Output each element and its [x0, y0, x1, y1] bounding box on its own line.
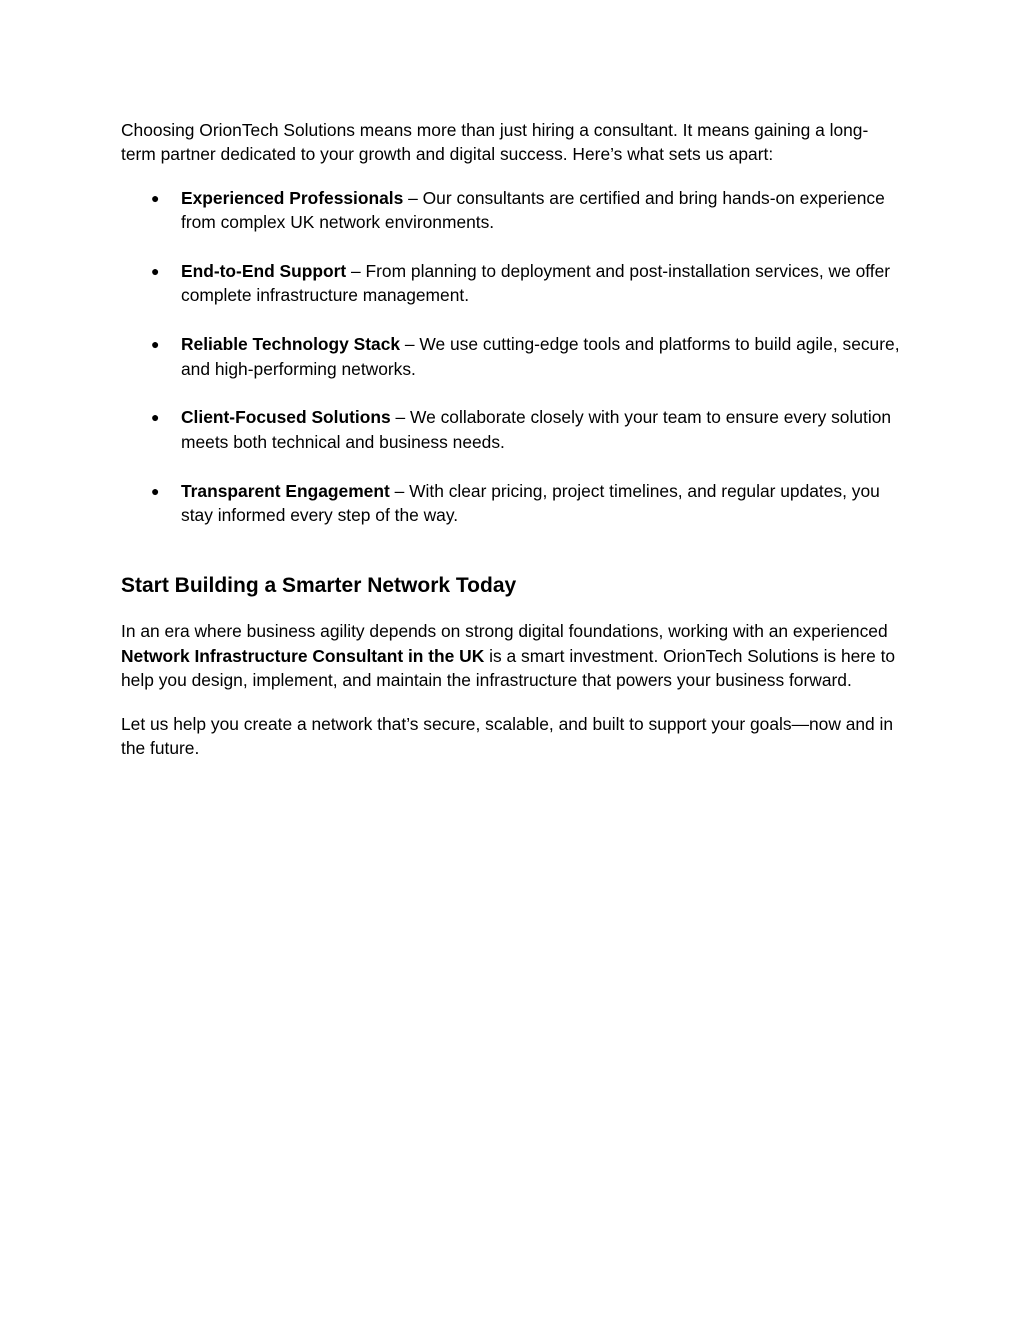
list-item-title: End-to-End Support	[181, 261, 347, 282]
list-item	[121, 332, 901, 381]
bullet-icon: ●	[151, 263, 160, 280]
closing-text-start: In an era where business agility depends on strong digital foundations, working with an experienced	[121, 621, 888, 642]
list-item-text: – We use cutting-edge tools and platforms to build agile, secure, and high-performing networks.	[181, 334, 900, 379]
list-item-text: – From planning to deployment and post-installation services, we offer complete infrastructure management.	[181, 261, 891, 306]
bullet-icon: ●	[151, 336, 160, 353]
list-item-text: – Our consultants are certified and bring hands-on experience from complex UK network environments.	[181, 187, 885, 233]
list-item-title: Transparent Engagement	[181, 480, 390, 501]
list-item	[121, 479, 901, 528]
list-item	[121, 259, 901, 308]
closing-paragraph	[121, 619, 901, 692]
closing-text-end: is a smart investment. OrionTech Solutions is here to help you design, implement, and maintain the infrastructure that powers your business forward.	[121, 645, 896, 691]
list-item	[121, 186, 901, 235]
list-item-text: – We collaborate closely with your team to ensure every solution meets both technical and business needs.	[181, 407, 892, 452]
list-item-text: – With clear pricing, project timelines, and regular updates, you stay informed every step of the way.	[181, 480, 880, 526]
list-item-title: Client-Focused Solutions	[181, 407, 391, 428]
closing-keyword: Network Infrastructure Consultant in the UK	[121, 645, 485, 666]
list-item	[121, 405, 901, 454]
features-list	[121, 186, 901, 528]
list-item-title: Reliable Technology Stack	[181, 334, 401, 355]
final-paragraph: Let us help you create a network that’s secure, scalable, and built to support your goals—now and in the future.	[121, 713, 894, 759]
list-item-title: Experienced Professionals	[181, 187, 404, 208]
intro-paragraph: Choosing OrionTech Solutions means more than just hiring a consultant. It means gaining a long-term partner dedicated to your growth and digital success. Here’s what sets us apart:	[121, 120, 869, 165]
document-page	[121, 118, 901, 760]
bullet-icon: ●	[151, 189, 160, 206]
bullet-icon: ●	[151, 409, 160, 426]
section-heading: Start Building a Smarter Network Today	[121, 574, 517, 598]
bullet-icon: ●	[151, 482, 160, 499]
